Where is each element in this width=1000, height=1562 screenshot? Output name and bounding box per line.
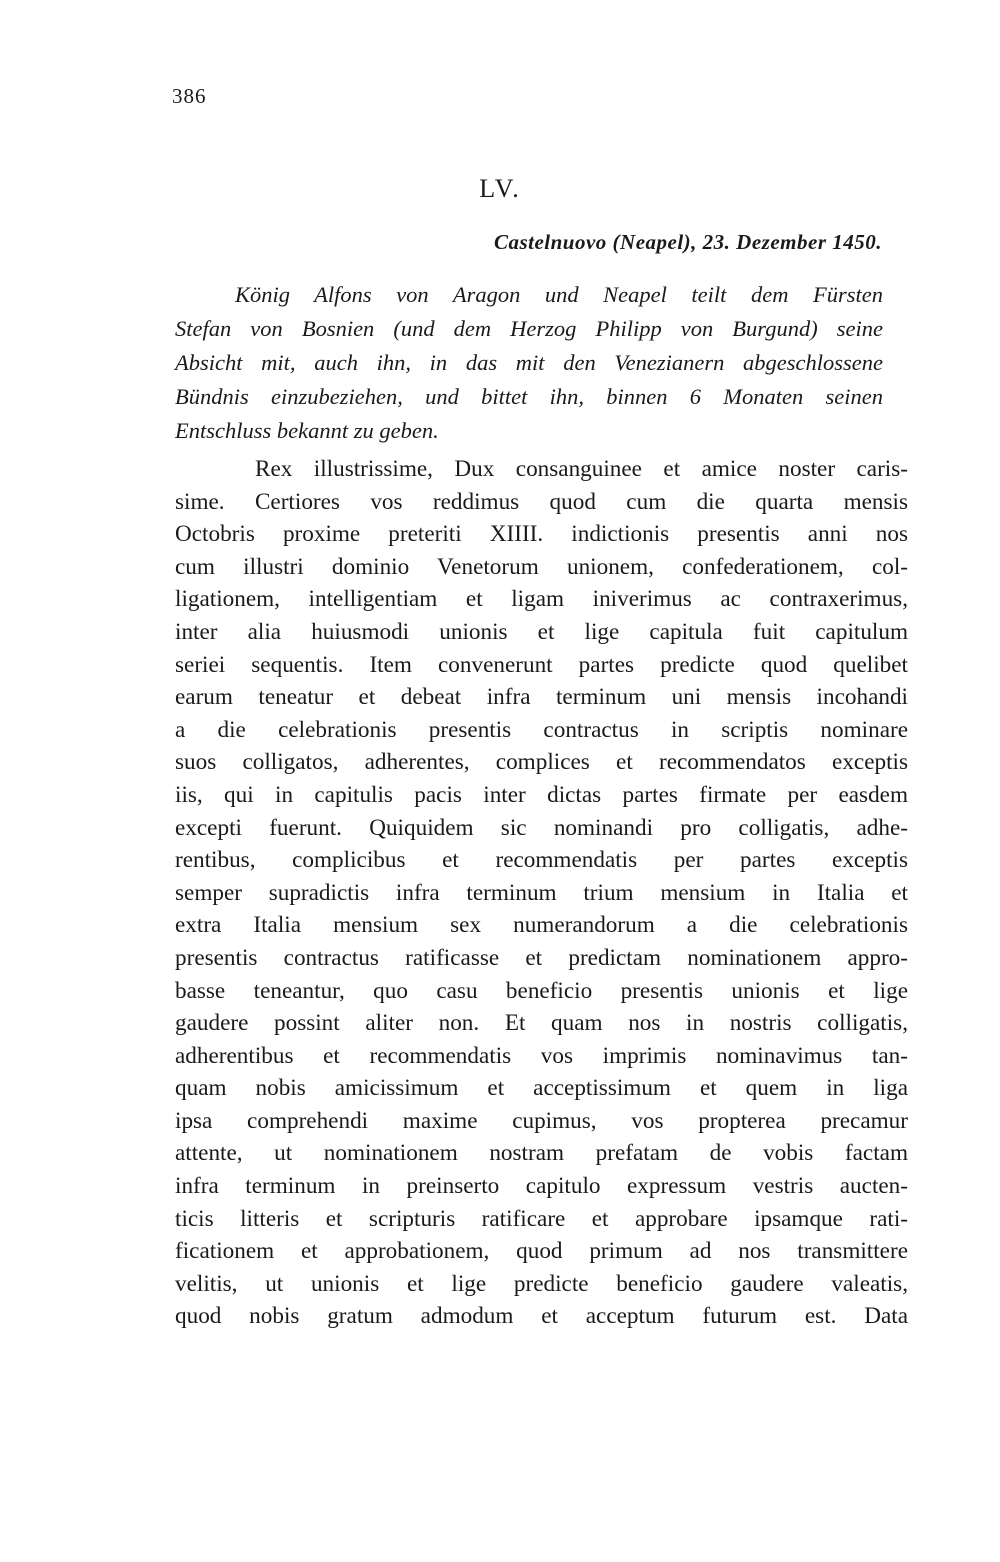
- page-number: 386: [172, 84, 207, 108]
- body-line: sime. Certiores vos reddimus quod cum die quarta mensis: [175, 488, 908, 515]
- body-line: Octobris proxime preteriti XIIII. indictionis presentis anni nos: [175, 521, 908, 548]
- summary-line: Entschluss bekannt zu geben.: [175, 418, 439, 443]
- body-line: presentis contractus ratificasse et predictam nominationem appro-: [175, 944, 908, 971]
- body-line: suos colligatos, adherentes, complices et recommendatos exceptis: [175, 749, 908, 776]
- body-line: ficationem et approbationem, quod primum ad nos transmittere: [175, 1238, 908, 1265]
- document-number: LV.: [479, 174, 521, 203]
- body-line: rentibus, complicibus et recommendatis per partes exceptis: [175, 847, 908, 874]
- body-line: earum teneatur et debeat infra terminum uni mensis incohandi: [175, 684, 908, 711]
- body-line: a die celebrationis presentis contractus in scriptis nominare: [175, 716, 908, 743]
- summary-line: Bündnis einzubeziehen, und bittet ihn, binnen 6 Monaten seinen: [175, 384, 883, 409]
- body-line: extra Italia mensium sex numerandorum a die celebrationis: [175, 912, 908, 939]
- body-line: attente, ut nominationem nostram prefatam de vobis factam: [175, 1140, 908, 1167]
- body-line: quod nobis gratum admodum et acceptum futurum est. Data: [175, 1303, 908, 1330]
- body-line: iis, qui in capitulis pacis inter dictas partes firmate per easdem: [175, 781, 908, 808]
- body-line: cum illustri dominio Venetorum unionem, confederationem, col-: [175, 553, 908, 580]
- body-line: quam nobis amicissimum et acceptissimum et quem in liga: [175, 1075, 908, 1102]
- summary-line: König Alfons von Aragon und Neapel teilt dem Fürsten: [235, 282, 883, 307]
- body-line: seriei sequentis. Item convenerunt partes predicte quod quelibet: [175, 651, 908, 678]
- body-line: infra terminum in preinserto capitulo expressum vestris aucten-: [175, 1173, 908, 1200]
- body-line: basse teneantur, quo casu beneficio presentis unionis et lige: [175, 977, 908, 1004]
- body-line: adherentibus et recommendatis vos imprimis nominavimus tan-: [175, 1042, 908, 1069]
- summary-line: Absicht mit, auch ihn, in das mit den Venezianern abgeschlossene: [175, 350, 883, 375]
- body-line: ligationem, intelligentiam et ligam iniverimus ac contraxerimus,: [175, 586, 908, 613]
- body-line: inter alia huiusmodi unionis et lige capitula fuit capitulum: [175, 618, 908, 645]
- dateline: Castelnuovo (Neapel), 23. Dezember 1450.: [493, 230, 882, 254]
- body-line: velitis, ut unionis et lige predicte beneficio gaudere valeatis,: [175, 1270, 908, 1297]
- letter-body: [175, 453, 908, 1333]
- summary-line: Stefan von Bosnien (und dem Herzog Philipp von Burgund) seine: [175, 316, 883, 341]
- body-line: semper supradictis infra terminum trium mensium in Italia et: [175, 879, 908, 906]
- body-line: Rex illustrissime, Dux consanguinee et amice noster caris-: [255, 456, 908, 482]
- body-line: ticis litteris et scripturis ratificare et approbare ipsamque rati-: [175, 1205, 908, 1232]
- summary-paragraph: [175, 278, 883, 448]
- body-line: excepti fuerunt. Quiquidem sic nominandi pro colligatis, adhe-: [175, 814, 908, 841]
- body-line: ipsa comprehendi maxime cupimus, vos propterea precamur: [175, 1107, 908, 1134]
- body-line: gaudere possint aliter non. Et quam nos in nostris colligatis,: [175, 1010, 908, 1037]
